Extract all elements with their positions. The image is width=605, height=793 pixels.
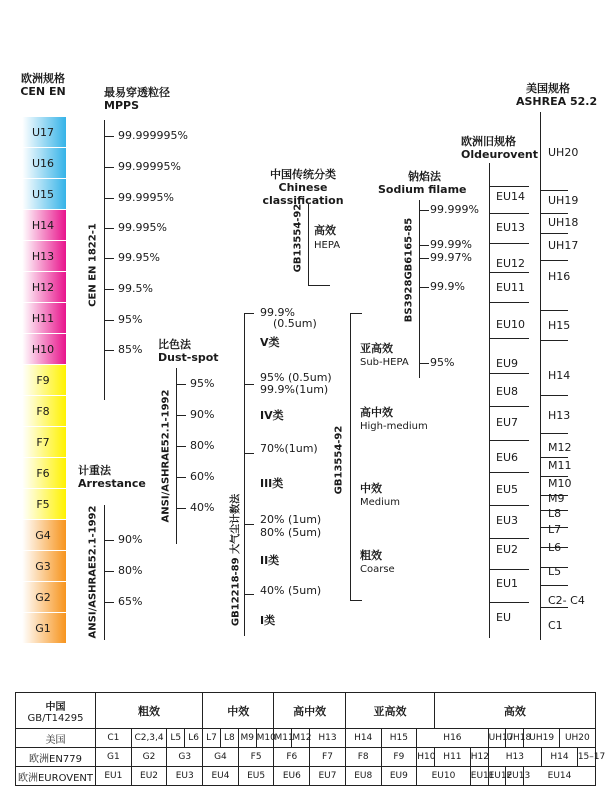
gb12218-class-2: III类 [260,477,284,490]
eurovent-label-4: EU10 [496,318,525,331]
arrestance-label-0: 90% [118,533,143,546]
ashrae-title-cn: 美国规格 [526,82,570,95]
gb12218-label-6: 80% (5um) [260,526,322,539]
hepa-label-cn: 高效 [314,224,336,237]
eurovent-axis [489,163,490,638]
dustspot-tick-3 [176,477,186,478]
gb12218-class-3: II类 [260,554,280,567]
eurovent-row-cell-5: EU6 [274,767,310,786]
usa-cell-14: UH17 [488,729,506,748]
cen-class-u17: U17 [20,117,66,147]
eurovent-row-cell-8: EU9 [381,767,417,786]
group-sub-hepa: 亚高效 [345,693,434,729]
en779-cell-3: G4 [203,748,239,767]
usa-cell-16: UH19 [524,729,560,748]
group-medium: 中效 [203,693,274,729]
en779-cell-12: H13 [488,748,542,767]
eurovent-label-13: EU [496,611,512,624]
arrestance-title-en: Arrestance [78,477,146,490]
table-row-china [16,693,596,729]
eurovent-tick-4 [489,302,529,303]
eurovent-tick-9 [489,472,529,473]
arrestance-title-cn: 计重法 [78,464,111,477]
ashrae-label-16: C2- C4 [548,594,585,607]
ashrae-tick-5 [540,340,568,341]
eurovent-label-10: EU3 [496,514,518,527]
en779-cell-6: F7 [310,748,346,767]
eurovent-label-5: EU9 [496,357,518,370]
eurovent-tick-0 [489,186,529,187]
ashrae-tick-8 [540,457,568,458]
mpps-tick-1 [104,167,114,168]
en779-cell-4: F5 [238,748,274,767]
sodium-title [378,170,467,196]
china-label-cn: 中国 [45,701,66,713]
gb12218-class-4: I类 [260,614,276,627]
ashrae-label-3: UH17 [548,239,579,252]
chinese-group-cn-1: 高中效 [360,406,393,419]
ashrae-label-9: M11 [548,459,572,472]
gb12218-label-0: 99.9% [260,306,295,319]
sodium-label-4: 95% [430,356,455,369]
dustspot-label-3: 60% [190,470,215,483]
dustspot-tick-0 [176,384,186,385]
arrestance-tick-2 [104,602,114,603]
sodium-label-1: 99.99% [430,238,472,251]
usa-cell-13: H16 [417,729,488,748]
ashrae-label-6: H14 [548,369,571,382]
cen-class-f7: F7 [20,427,66,457]
en779-cell-14: 15–17 [577,748,595,767]
cen-class-f8: F8 [20,396,66,426]
group-coarse: 粗效 [96,693,203,729]
ashrae-label-15: L5 [548,565,562,578]
eurovent-row-cell-2: EU3 [167,767,203,786]
arrestance-label-1: 80% [118,564,143,577]
dustspot-axis [176,368,177,544]
cen-title [8,72,78,98]
sodium-tick-3 [419,287,429,288]
en779-cell-1: G2 [131,748,167,767]
eurovent-tick-12 [489,569,529,570]
arrestance-title [78,464,146,490]
chinese-group-en-1: High-medium [360,421,428,432]
usa-cell-17: UH20 [559,729,595,748]
eurovent-tick-2 [489,243,529,244]
mpps-label-6: 95% [118,313,143,326]
eurovent-label-11: EU2 [496,543,518,556]
eurovent-label-3: EU11 [496,281,525,294]
chinese-title-cn: 中国传统分类 [270,168,336,181]
cen-title-en: CEN EN [20,85,66,98]
eurovent-label-9: EU5 [496,483,518,496]
ashrae-label-1: UH19 [548,194,579,207]
arrestance-standard: ANSI/ASHRAE52.1-1992 [87,505,99,639]
usa-cell-9: M12 [292,729,310,748]
sodium-tick-2 [419,258,429,259]
mpps-title [104,86,170,112]
cen-class-u15: U15 [20,179,66,209]
cen-class-u16: U16 [20,148,66,178]
ashrae-title-en: ASHREA 52.2 [516,95,598,108]
chinese-group-cn-2: 中效 [360,482,382,495]
mpps-tick-7 [104,350,114,351]
mpps-tick-3 [104,228,114,229]
sodium-title-cn: 钠焰法 [408,170,441,183]
dustspot-label-0: 95% [190,377,215,390]
dustspot-label-1: 90% [190,408,215,421]
en779-cell-13: H14 [542,748,578,767]
cen-class-h14: H14 [20,210,66,240]
gb12218-label-3: 99.9%(1um) [260,383,329,396]
china-label-cell [16,693,96,729]
cen-class-g2: G2 [20,582,66,612]
table-row-eurovent [16,767,596,786]
sodium-label-2: 99.97% [430,251,472,264]
china-label-en: GB/T14295 [27,712,84,724]
ashrae-title [516,82,597,108]
arrestance-tick-1 [104,571,114,572]
eurovent-row-cell-11: EU12 [488,767,506,786]
eurovent-row-label: 欧洲EUROVENT [16,767,96,786]
eurovent-row-cell-0: EU1 [96,767,132,786]
hepa-axis [308,204,309,286]
ashrae-label-10: M10 [548,477,572,490]
arrestance-label-2: 65% [118,595,143,608]
sodium-standard: BS3928GB6165-85 [403,217,415,323]
mpps-label-0: 99.999995% [118,129,188,142]
gb12218-label-7: 40% (5um) [260,584,322,597]
comparison-table [15,692,605,786]
eurovent-tick-10 [489,505,529,506]
ashrae-label-5: H15 [548,319,571,332]
mpps-label-7: 85% [118,343,143,356]
sodium-label-3: 99.9% [430,280,465,293]
ashrae-tick-1 [540,213,568,214]
gb12218-tick-2 [244,453,254,454]
dustspot-tick-1 [176,415,186,416]
sodium-axis [419,200,420,378]
usa-cell-11: H14 [345,729,381,748]
dustspot-label-4: 40% [190,501,215,514]
eurovent-tick-1 [489,213,529,214]
ashrae-label-13: L7 [548,523,562,536]
cen-title-cn: 欧洲规格 [21,72,65,85]
mpps-tick-4 [104,258,114,259]
ashrae-axis [540,112,541,640]
cen-class-f6: F6 [20,458,66,488]
eurovent-row-cell-9: EU10 [417,767,471,786]
ashrae-tick-0 [540,190,568,191]
gb12218-standard: GB12218-89 大气尘计数法 [230,493,242,627]
usa-cell-3: L6 [185,729,203,748]
usa-cell-10: H13 [310,729,346,748]
dustspot-tick-2 [176,446,186,447]
eurovent-label-12: EU1 [496,577,518,590]
ashrae-label-4: H16 [548,270,571,283]
eurovent-label-1: EU13 [496,221,525,234]
sodium-tick-4 [419,363,429,364]
usa-cell-4: L7 [203,729,221,748]
dustspot-title-en: Dust-spot [158,351,219,364]
ashrae-tick-2 [540,233,568,234]
eurovent-title-en: Oldeurovent [461,148,538,161]
sodium-tick-1 [419,245,429,246]
arrestance-tick-0 [104,540,114,541]
mpps-standard: CEN EN 1822-1 [87,223,99,307]
gb13554-top-cap [350,313,362,314]
en779-cell-11: H12 [470,748,488,767]
eurovent-row-cell-6: EU7 [310,767,346,786]
usa-cell-15: UH18 [506,729,524,748]
eurovent-label-0: EU14 [496,190,525,203]
hepa-label [314,225,340,251]
gb12218-axis [244,313,245,636]
gb12218-label-5: 20% (1um) [260,513,322,526]
hepa-standard: GB13554-92 [292,203,304,273]
usa-cell-7: M10 [256,729,274,748]
gb12218-tick-3 [244,524,254,525]
eurovent-row-cell-12: EU13 [506,767,524,786]
mpps-label-3: 99.995% [118,221,167,234]
cen-class-h11: H11 [20,303,66,333]
gb12218-label-4: 70%(1um) [260,442,318,455]
ashrae-tick-15 [540,585,568,586]
eurovent-label-8: EU6 [496,451,518,464]
eurovent-row-cell-10: EU11 [470,767,488,786]
mpps-label-2: 99.9995% [118,191,174,204]
chinese-group-cn-3: 粗效 [360,549,382,562]
gb12218-class-0: V类 [260,336,280,349]
chinese-group-en-3: Coarse [360,564,395,575]
chinese-title [238,168,368,207]
gb13554-bottom-cap [350,600,362,601]
gb12218-class-1: IV类 [260,409,284,422]
eurovent-label-6: EU8 [496,385,518,398]
dustspot-title-cn: 比色法 [158,338,191,351]
en779-cell-2: G3 [167,748,203,767]
gb13554-axis [350,313,351,601]
mpps-label-5: 99.5% [118,282,153,295]
en779-cell-5: F6 [274,748,310,767]
ashrae-label-0: UH20 [548,146,579,159]
mpps-tick-6 [104,320,114,321]
gb12218-tick-0 [244,313,254,314]
gb12218-label-1: (0.5um) [273,317,317,330]
group-hepa: 高效 [435,693,596,729]
mpps-tick-5 [104,289,114,290]
eurovent-row-cell-3: EU4 [203,767,239,786]
usa-cell-0: C1 [96,729,132,748]
cen-class-g4: G4 [20,520,66,550]
mpps-label-1: 99.99995% [118,160,181,173]
eurovent-row-cell-7: EU8 [345,767,381,786]
usa-cell-6: M9 [238,729,256,748]
table-row-en779 [16,748,596,767]
eurovent-title [461,135,538,161]
en779-cell-9: H10 [417,748,435,767]
mpps-title-cn: 最易穿透粒径 [104,86,170,99]
eurovent-tick-5 [489,338,529,339]
eurovent-tick-11 [489,538,529,539]
cen-class-h10: H10 [20,334,66,364]
ashrae-label-12: L8 [548,507,562,520]
ashrae-label-8: M12 [548,441,572,454]
eurovent-tick-7 [489,406,529,407]
ashrae-tick-16 [540,607,568,608]
cen-class-f9: F9 [20,365,66,395]
eurovent-tick-3 [489,272,529,273]
sodium-label-0: 99.999% [430,203,479,216]
gb12218-tick-1 [244,384,254,385]
en779-cell-7: F8 [345,748,381,767]
en779-cell-10: H11 [435,748,471,767]
gb12218-label-2: 95% (0.5um) [260,371,332,384]
cen-class-g1: G1 [20,613,66,643]
dustspot-tick-4 [176,508,186,509]
eurovent-label-2: EU12 [496,257,525,270]
eurovent-tick-8 [489,440,529,441]
ashrae-label-17: C1 [548,619,563,632]
en779-cell-8: F9 [381,748,417,767]
usa-cell-8: M11 [274,729,292,748]
ashrae-label-14: L6 [548,541,562,554]
ashrae-tick-4 [540,310,568,311]
hepa-axis-foot [308,285,330,286]
ashrae-label-7: H13 [548,409,571,422]
chinese-title-en: Chinese classification [262,181,344,207]
ashrae-tick-6 [540,395,568,396]
cen-class-g3: G3 [20,551,66,581]
usa-cell-1: C2,3,4 [131,729,167,748]
eurovent-row-cell-1: EU2 [131,767,167,786]
ashrae-tick-3 [540,260,568,261]
mpps-tick-0 [104,136,114,137]
chinese-group-cn-0: 亚高效 [360,342,393,355]
mpps-title-en: MPPS [104,99,139,112]
cen-class-f5: F5 [20,489,66,519]
table-row-usa [16,729,596,748]
group-high-medium: 高中效 [274,693,345,729]
en779-cell-0: G1 [96,748,132,767]
hepa-label-en: HEPA [314,240,341,251]
ashrae-label-2: UH18 [548,216,579,229]
chinese-group-en-0: Sub-HEPA [360,357,409,368]
mpps-axis [104,120,105,400]
sodium-title-en: Sodium filame [378,183,467,196]
cen-class-h12: H12 [20,272,66,302]
usa-cell-12: H15 [381,729,417,748]
ashrae-tick-7 [540,433,568,434]
usa-cell-2: L5 [167,729,185,748]
mpps-tick-2 [104,198,114,199]
eurovent-label-7: EU7 [496,416,518,429]
dustspot-title [158,338,219,364]
ashrae-label-11: M9 [548,492,565,505]
dustspot-standard: ANSI/ASHRAE52.1-1992 [160,389,172,523]
gb12218-tick-4 [244,594,254,595]
chinese-group-en-2: Medium [360,497,400,508]
eurovent-tick-13 [489,602,529,603]
arrestance-axis [104,505,105,640]
gb13554-standard: GB13554-92 [333,425,345,495]
sodium-tick-0 [419,210,429,211]
en779-label: 欧洲EN779 [16,748,96,767]
eurovent-title-cn: 欧洲旧规格 [461,135,516,148]
usa-label: 美国 [16,729,96,748]
mpps-label-4: 99.95% [118,251,160,264]
eurovent-tick-6 [489,373,529,374]
usa-cell-5: L8 [220,729,238,748]
eurovent-row-cell-13: EU14 [524,767,595,786]
cen-class-h13: H13 [20,241,66,271]
eurovent-row-cell-4: EU5 [238,767,274,786]
dustspot-label-2: 80% [190,439,215,452]
